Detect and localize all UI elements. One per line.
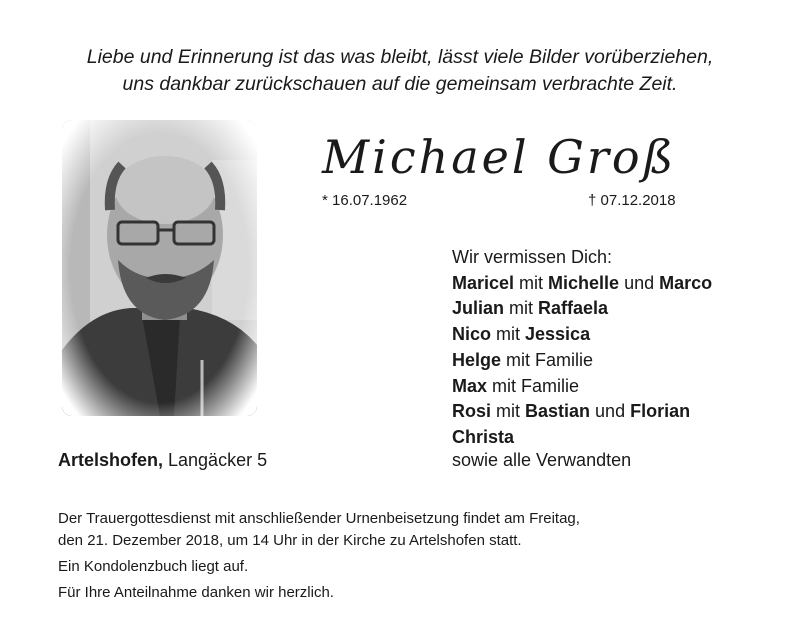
mourner-name: Helge: [452, 349, 502, 370]
mourner-connector: mit: [491, 324, 526, 345]
mourner-connector: mit: [504, 298, 539, 319]
mourners-intro: Wir vermissen Dich:: [452, 247, 613, 267]
mourner-name: Florian: [630, 401, 691, 422]
memorial-quote: [0, 44, 800, 98]
thanks-note: Für Ihre Anteilnahme danken wir herzlich.: [58, 584, 334, 601]
mourner-connector: mit: [491, 401, 526, 422]
portrait-illustration: [62, 120, 257, 416]
mourner-name: Michelle: [548, 272, 620, 293]
mourner-connector: und: [590, 401, 631, 422]
address: [58, 450, 267, 471]
mourners-list: [452, 245, 712, 451]
mourner-name: Maricel: [452, 272, 515, 293]
mourner-line: [452, 348, 712, 374]
service-line-1: Der Trauergottesdienst mit anschließender Urnenbeisetzung findet am Freitag,: [58, 510, 580, 527]
mourner-name: Bastian: [525, 401, 591, 422]
mourner-line: [452, 374, 712, 400]
mourner-name: Nico: [452, 324, 492, 345]
mourner-line: [452, 425, 712, 451]
mourner-connector: mit: [514, 272, 549, 293]
mourner-line: [452, 399, 712, 425]
quote-line-1: Liebe und Erinnerung ist das was bleibt, lässt viele Bilder vorüberziehen,: [86, 46, 714, 68]
quote-line-2: uns dankbar zurückschauen auf die gemeinsam verbrachte Zeit.: [122, 73, 678, 95]
mourner-connector: mit Familie: [501, 349, 594, 370]
mourner-name: Christa: [452, 426, 515, 447]
mourner-line: [452, 322, 712, 348]
mourner-name: Raffaela: [538, 298, 609, 319]
mourner-connector: und: [619, 272, 660, 293]
portrait-photo: [62, 120, 257, 416]
mourner-name: Max: [452, 375, 488, 396]
mourner-name: Jessica: [525, 324, 591, 345]
mourner-name: Marco: [659, 272, 713, 293]
service-info: [58, 508, 580, 604]
death-date: † 07.12.2018: [588, 192, 676, 209]
mourner-name: Rosi: [452, 401, 492, 422]
mourner-line: [452, 271, 712, 297]
service-line-2: den 21. Dezember 2018, um 14 Uhr in der Kirche zu Artelshofen statt.: [58, 532, 522, 549]
mourner-connector: mit Familie: [487, 375, 580, 396]
birth-date: * 16.07.1962: [322, 192, 408, 209]
mourner-name: Julian: [452, 298, 505, 319]
relatives-line: sowie alle Verwandten: [452, 450, 632, 470]
address-town: Artelshofen,: [58, 450, 164, 470]
mourner-line: [452, 296, 712, 322]
deceased-name: Michael Groß: [322, 130, 677, 184]
address-street: Langäcker 5: [163, 450, 268, 470]
condolence-book-note: Ein Kondolenzbuch liegt auf.: [58, 558, 249, 575]
